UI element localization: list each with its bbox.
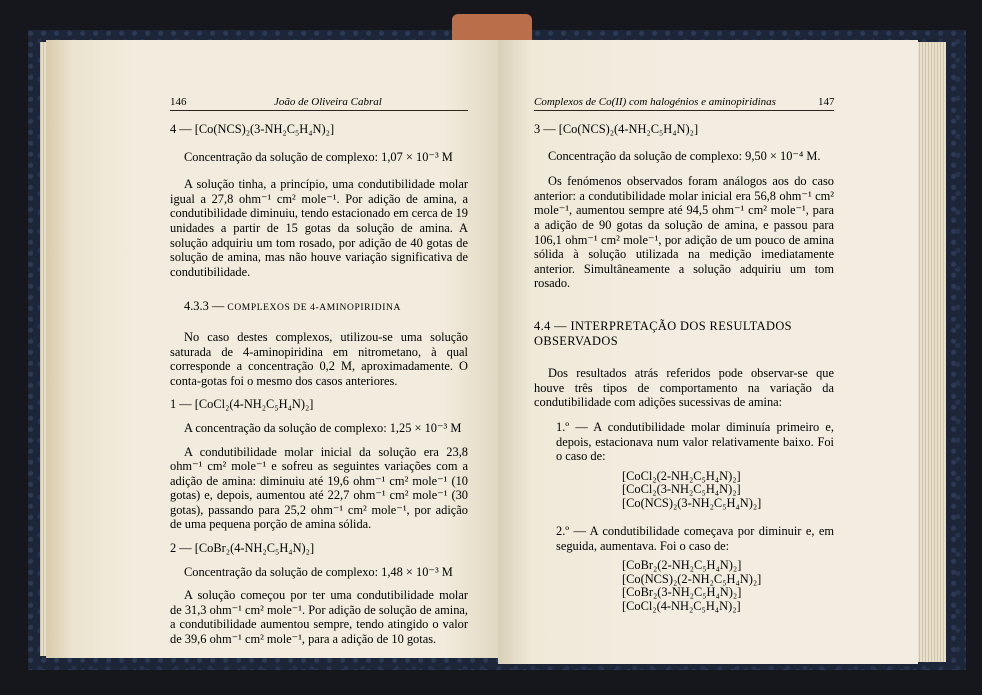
paragraph: Dos resultados atrás referidos pode observar-se que houve três tipos de comportamento na variação da condutibilidade com adições sucessivas de amina:: [534, 366, 834, 410]
left-page-body: [170, 122, 468, 647]
concentration-line: Concentração da solução de complexo: 1,48 × 10⁻³ M: [184, 564, 453, 579]
formula-item: [Co(NCS)₂(3-NH₂C₅H₄N)₂]: [622, 495, 762, 510]
paragraph: Os fenómenos observados foram análogos aos do caso anterior: a condutibilidade molar inicial era 56,8 ohm⁻¹ cm² mole⁻¹, aumentou sempre até 94,5 ohm⁻¹ cm² mole⁻¹, para a adição de 90 gotas da solução de amina, e passou para 106,1 ohm⁻¹ cm² mole⁻¹, por adição de um pouco de amina sólida à solução utilizada na medição imediatamente anterior. Simultâneamente a solução adquiriu um tom rosado.: [534, 174, 834, 291]
right-header-rule: [534, 110, 834, 111]
formula-item: [CoCl₂(2-NH₂C₅H₄N)₂]: [622, 468, 741, 483]
left-page-number: 146: [170, 96, 187, 108]
right-page-body: [534, 122, 834, 613]
paragraph: A solução tinha, a princípio, uma condutibilidade molar igual a 27,8 ohm⁻¹ cm² mole⁻¹. Por adição de amina, a condutibilidade diminuiu, tendo estacionado em cerca de 19 unidades a partir de 15 gotas da solução de amina. A solução adquiriu um tom rosado, por adição de 40 gotas de solução de amina, mas não houve variação significativa de condutibilidade.: [170, 177, 468, 279]
concentration-line: A concentração da solução de complexo: 1,25 × 10⁻³ M: [184, 420, 462, 435]
formula-item: [CoCl₂(3-NH₂C₅H₄N)₂]: [622, 482, 741, 497]
right-running-head: Complexos de Co(II) com halogénios e aminopiridinas: [534, 96, 776, 108]
paragraph: A condutibilidade molar inicial da solução era 23,8 ohm⁻¹ cm² mole⁻¹ e sofreu as seguintes variações com a adição de amina: diminuiu até 19,6 ohm⁻¹ cm² mole⁻¹ (10 gotas) e, depois, aumentou até 22,7 ohm⁻¹ cm² mole⁻¹ (30 gotas), passando para 25,2 ohm⁻¹ cm² mole⁻¹, por adição de uma pequena porção de amina sólida.: [170, 444, 468, 532]
concentration-line: Concentração da solução de complexo: 1,07 × 10⁻³ M: [184, 149, 453, 164]
section-heading: [170, 299, 468, 316]
right-page-number: 147: [818, 96, 835, 108]
section-title: COMPLEXOS DE 4-AMINOPIRIDINA: [227, 303, 401, 314]
formula-heading: 2 — [CoBr₂(4-NH₂C₅H₄N)₂]: [170, 541, 315, 556]
section-heading: 4.4 — INTERPRETAÇÃO DOS RESULTADOS OBSERVADOS: [534, 318, 792, 348]
case-item: 1.º — A condutibilidade molar diminuía primeiro e, depois, estacionava num valor relativamente baixo. Foi o caso de:: [556, 419, 834, 464]
formula-heading: 3 — [Co(NCS)₂(4-NH₂C₅H₄N)₂]: [534, 122, 699, 136]
paragraph: No caso destes complexos, utilizou-se uma solução saturada de 4-aminopiridina em nitrometano, à qual corresponde a concentração 0,2 M, aproximadamente. O conta-gotas foi o mesmo dos casos anteriores.: [170, 329, 468, 388]
section-number: 4.3.3 —: [184, 299, 225, 314]
formula-item: [CoCl₂(4-NH₂C₅H₄N)₂]: [622, 598, 741, 613]
formula-item: [CoBr₂(3-NH₂C₅H₄N)₂]: [622, 585, 742, 600]
formula-heading: 1 — [CoCl₂(4-NH₂C₅H₄N)₂]: [170, 397, 314, 412]
formula-item: [CoBr₂(2-NH₂C₅H₄N)₂]: [622, 558, 742, 573]
paragraph: A solução começou por ter uma condutibilidade molar de 31,3 ohm⁻¹ cm² mole⁻¹. Por adição de solução de amina, a condutibilidade aumentou sempre, tendo atingido o valor de 39,6 ohm⁻¹ cm² mole⁻¹, para a adição de 10 gotas.: [170, 588, 468, 647]
left-header-rule: [170, 110, 468, 111]
case-item: 2.º — A condutibilidade começava por diminuir e, em seguida, aumentava. Foi o caso de:: [556, 524, 834, 553]
formula-item: [Co(NCS)₂(2-NH₂C₅H₄N)₂]: [622, 571, 762, 586]
formula-list: [534, 470, 834, 511]
formula-list: [534, 559, 834, 613]
formula-heading: 4 — [Co(NCS)₂(3-NH₂C₅H₄N)₂]: [170, 122, 335, 136]
concentration-line: Concentração da solução de complexo: 9,50 × 10⁻⁴ M.: [548, 148, 821, 163]
left-running-head: João de Oliveira Cabral: [274, 96, 382, 108]
